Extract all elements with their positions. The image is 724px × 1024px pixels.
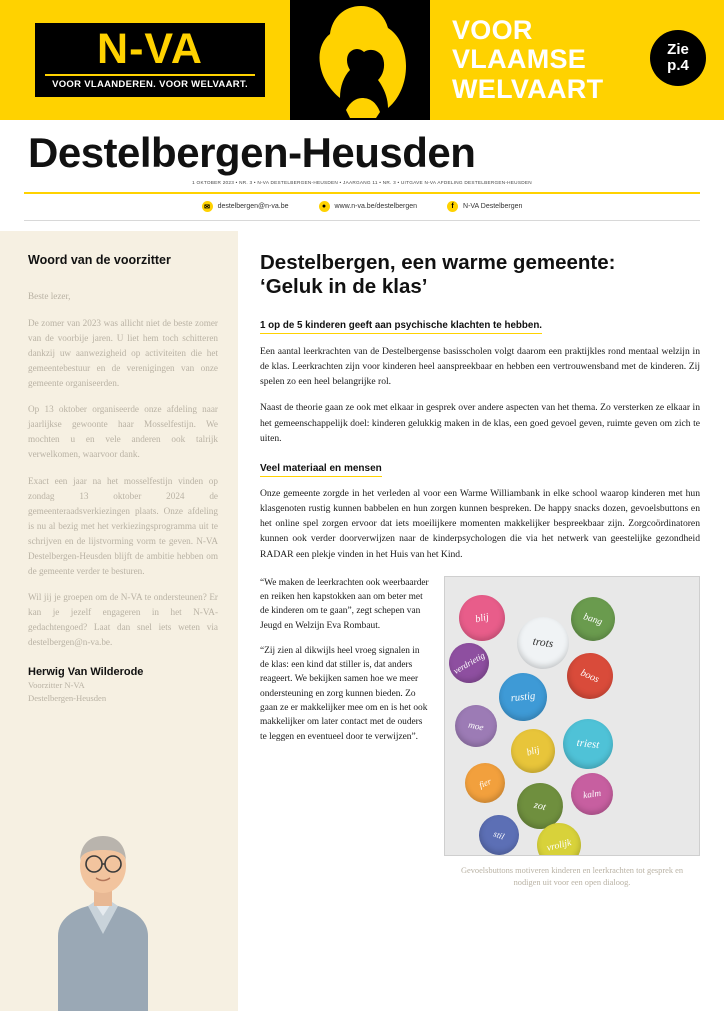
emotion-button: bang [565, 591, 620, 646]
nva-logo-wordmark: N-VA [97, 25, 203, 74]
sidebar-paragraph-4: Exact een jaar na het mosselfestijn vinden op zondag 13 oktober 2024 de gemeenteraadsverkiezingen plaats. Onze afdeling is nu al bezig met het verkiezingsprogramma uit te schrijven en de lijstvorming vorm te geven. N-VA Destelbergen-Heusden blijft de ambitie hebben om de gemeente verder te besturen. [28, 476, 218, 576]
sidebar-title: Woord van de voorzitter [28, 253, 171, 267]
contact-facebook[interactable] [447, 201, 522, 212]
emotion-button: blij [506, 723, 560, 777]
sidebar-signature-role-1: Voorzitter N-VA [28, 680, 85, 691]
contact-facebook-label: N-VA Destelbergen [463, 203, 523, 210]
article-lede: 1 op de 5 kinderen geeft aan psychische klachten te hebben. [260, 320, 542, 334]
emotion-button: zot [512, 778, 568, 834]
page-header [0, 0, 724, 120]
slogan-line-2: VLAAMSE [452, 44, 587, 75]
contact-email-label: destelbergen@n-va.be [217, 203, 289, 210]
emotion-button: stil [473, 809, 524, 856]
gevoelsbuttons-photo [444, 576, 700, 856]
emotion-button: boos [560, 645, 621, 706]
page-content [0, 231, 724, 1011]
contact-website-label: www.n-va.be/destelbergen [334, 203, 418, 210]
grey-divider [24, 220, 700, 221]
lion-emblem-block [290, 0, 430, 120]
facebook-icon: f [447, 201, 458, 212]
article-headline [260, 251, 700, 299]
photo-caption: Gevoelsbuttons motiveren kinderen en leerkrachten tot gesprek en nodigen uit voor een open dialoog. [460, 865, 684, 887]
emotion-button: moe [451, 701, 501, 751]
article-headline-line-2: ‘Geluk in de klas’ [260, 274, 428, 298]
article-headline-line-1: Destelbergen, een warme gemeente: [260, 251, 616, 274]
article-subheading: Veel materiaal en mensen [260, 463, 382, 477]
emotion-button: rustig [497, 670, 550, 723]
lion-icon [296, 2, 426, 120]
photo-column [444, 576, 700, 889]
nva-logo-block [0, 0, 290, 120]
page-title: Destelbergen-Heusden [28, 129, 476, 176]
badge-line-1: Zie [667, 41, 689, 59]
nva-logo-tagline: VOOR VLAANDEREN. VOOR WELVAART. [45, 74, 255, 90]
article-quote-2: “Zij zien al dikwijls heel vroeg signalen in de klas: een kind dat stiller is, dat anders reageert. We bekijken samen hoe we meer ondersteuning en zorg kunnen bieden. Zo gaan ze er makkelijker mee om en is het ook makkelijker om later contact met de ouders te leggen en eventueel door te verwijzen”. [260, 645, 428, 742]
article-paragraph-2: Naast de theorie gaan ze ook met elkaar in gesprek over andere aspecten van het thema. Zo versterken ze elkaar in het gemeenschappelijk doel: kinderen gelukkig maken in de klas, een goed gevoel geven, ruimte geven om zich te uiten. [260, 402, 700, 444]
badge-line-2: p.4 [667, 57, 689, 74]
page-reference-badge [650, 30, 706, 86]
mail-icon: ✉ [202, 201, 213, 212]
article-lower-section [260, 576, 700, 889]
emotion-button: kalm [568, 770, 615, 817]
issue-info: 1 OKTOBER 2023 • NR. 3 • N-VA DESTELBERGEN-HEUSDEN • JAARGANG 11 • NR. 3 • UITGAVE N-VA AFDELING DESTELBERGEN-HEUSDEN [192, 180, 532, 185]
sidebar-signature-role-2: Destelbergen-Heusden [28, 693, 107, 704]
voorzitter-portrait [28, 816, 178, 1011]
emotion-button: trots [514, 613, 573, 672]
emotion-button: triest [561, 716, 616, 771]
article-column [238, 231, 724, 1011]
globe-icon: ● [319, 201, 330, 212]
sidebar-column [0, 231, 238, 1011]
emotion-button: fier [459, 757, 511, 809]
masthead-area [0, 120, 724, 185]
article-quote-1: “We maken de leerkrachten ook weerbaarder en reiken hen kapstokken aan om beter met de kinderen om te gaan”, zegt schepen van Jeugd en Welzijn Eva Rombaut. [260, 577, 429, 631]
sidebar-signature-name: Herwig Van Wilderode [28, 666, 144, 679]
contact-strip [0, 194, 724, 220]
article-paragraph-3: Onze gemeente zorgde in het verleden al voor een Warme Williambank in elke school waarop kinderen met hun klasgenoten rustig kunnen babbelen en hun zorgen kunnen bespreken. De happy snacks dozen, gevoelsbuttons en het online spel zorgen ervoor dat iets moeilijkere momenten makkelijker bespreekbaar zijn. Zorgcoördinatoren kunnen ook verder doorverwijzen naar de kinderpsychologen die via het netwerk van geestelijke gezondheid RADAR een plekje vinden in het Huis van het Kind. [260, 487, 700, 560]
contact-email[interactable] [202, 201, 289, 212]
sidebar-paragraph-2: De zomer van 2023 was allicht niet de beste zomer van de voorbije jaren. U liet hem toch schitteren dankzij uw aanwezigheid op activiteiten die het gemeentebestuur en de verenigingen van onze gemeente organiseerden. [28, 317, 218, 388]
emotion-button: vrolijk [532, 818, 585, 856]
sidebar-paragraph-3: Op 13 oktober organiseerde onze afdeling naar jaarlijkse gewoonte haar Mosselfestijn. We mochten u en vele anderen ook talrijk verwelkomen, waarvoor dank. [28, 404, 218, 460]
slogan-line-3: WELVAART [452, 73, 604, 104]
quote-column [260, 576, 430, 889]
slogan-line-1: VOOR [452, 15, 533, 46]
nva-logo [35, 23, 265, 97]
emotion-button: blij [455, 590, 510, 645]
contact-website[interactable] [319, 201, 418, 212]
sidebar-paragraph-5: Wil jij je groepen om de N-VA te ondersteunen? Er kan je jezelf engageren in het N-VA-gedachtengoed? Laat dan snel iets weten via destelbergen@n-va.be. [28, 592, 218, 648]
emotion-button: verdrietig [444, 635, 496, 690]
sidebar-paragraph-1: Beste lezer, [28, 291, 71, 301]
article-paragraph-1: Een aantal leerkrachten van de Destelbergense basisscholen volgt daarom een praktijkles rond mentaal welzijn in de klas. Leerkrachten zijn voor kinderen heel aanspreekbaar en hebben een vertrouwensband met de kinderen. Zij spelen zo een heel belangrijke rol. [260, 345, 700, 388]
